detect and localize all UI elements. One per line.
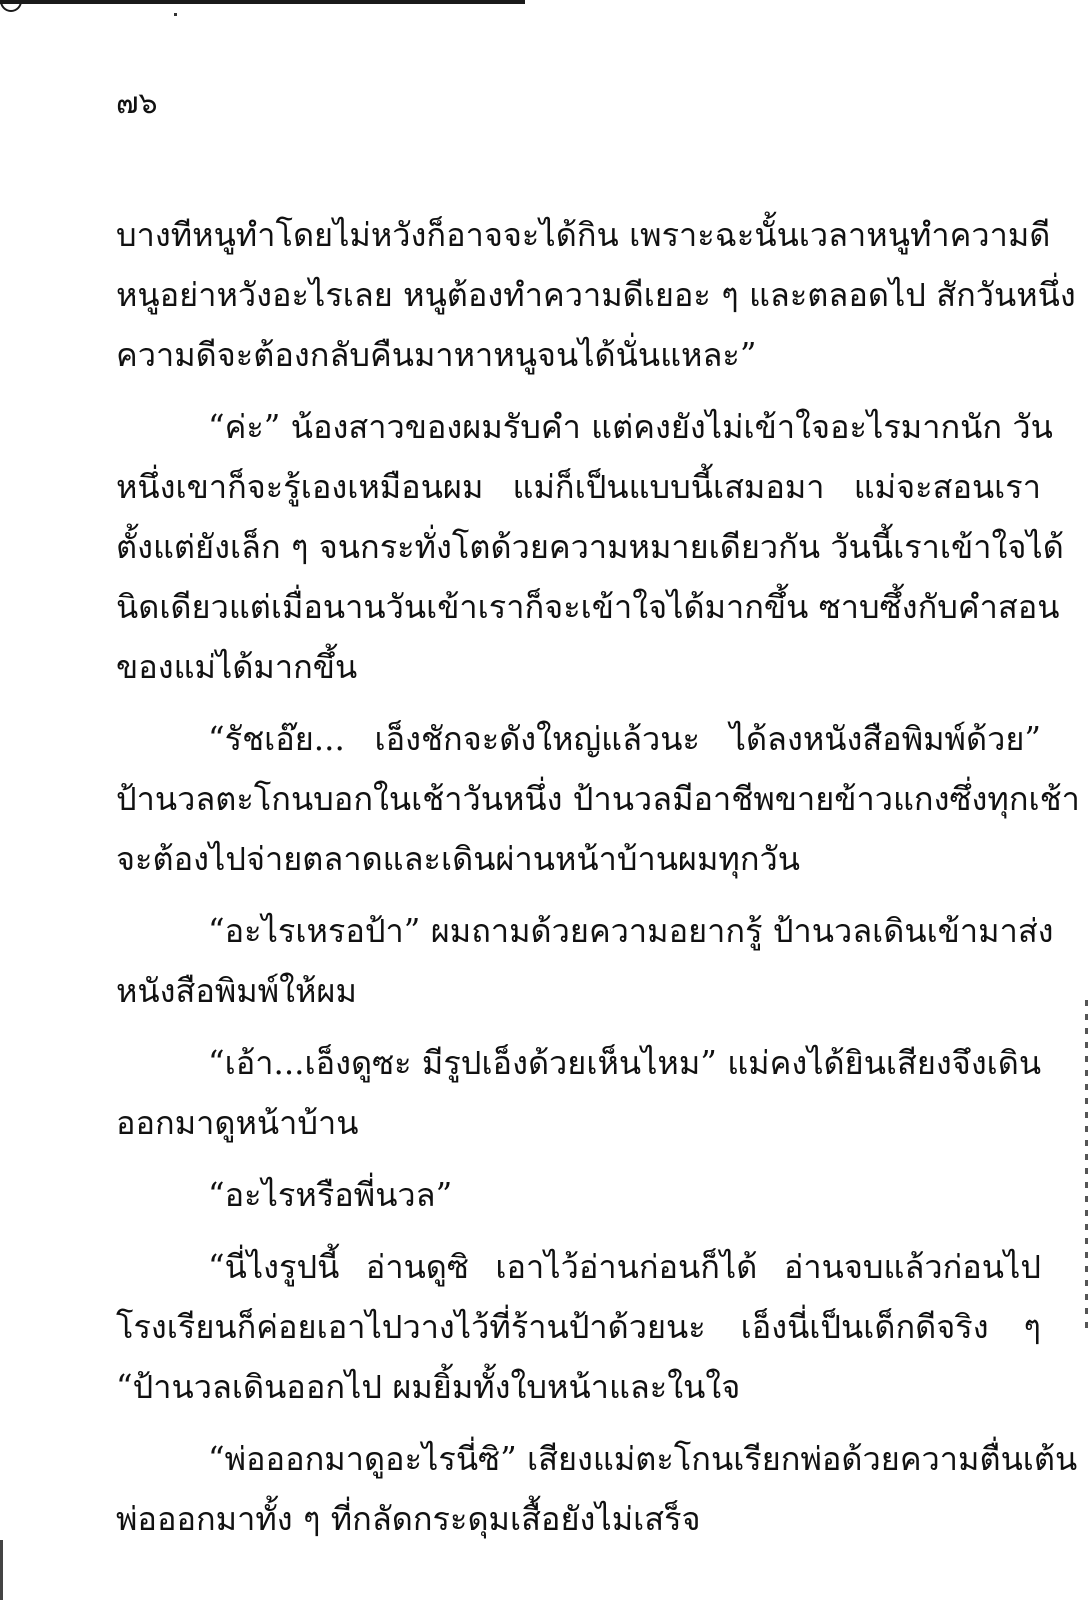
text-line: “ป้านวลเดินออกไป ผมยิ้มทั้งใบหน้าและในใจ <box>116 1368 741 1406</box>
paragraph-gap <box>116 1153 1041 1165</box>
text-line: ของแม่ได้มากขึ้น <box>116 648 358 686</box>
text-line: หนูอย่าหวังอะไรเลย หนูต้องทำความดีเยอะ ๆ และตลอดไป สักวันหนึ่ง <box>116 276 1076 314</box>
paragraph-gap <box>116 889 1041 901</box>
text-line: หนึ่งเขาก็จะรู้เองเหมือนผม แม่ก็เป็นแบบนี้เสมอมา แม่จะสอนเรา <box>116 468 1041 506</box>
paragraph-gap <box>116 385 1041 397</box>
text-line: ตั้งแต่ยังเล็ก ๆ จนกระทั่งโตด้วยความหมายเดียวกัน วันนี้เราเข้าใจได้ <box>116 528 1064 566</box>
text-line: หนังสือพิมพ์ให้ผม <box>116 972 357 1010</box>
text-line: ป้านวลตะโกนบอกในเช้าวันหนึ่ง ป้านวลมีอาชีพขายข้าวแกงซึ่งทุกเช้า <box>116 780 1080 818</box>
text-line: พ่อออกมาทั้ง ๆ ที่กลัดกระดุมเสื้อยังไม่เสร็จ <box>116 1500 701 1538</box>
text-line: โรงเรียนก็ค่อยเอาไปวางไว้ที่ร้านป้าด้วยนะ เอ็งนี่เป็นเด็กดีจริง ๆ <box>116 1308 1041 1346</box>
text-line: “ค่ะ” น้องสาวของผมรับคำ แต่คงยังไม่เข้าใจอะไรมากนัก วัน <box>208 408 1053 446</box>
text-line: “เอ้า...เอ็งดูซะ มีรูปเอ็งด้วยเห็นไหม” แม่คงได้ยินเสียงจึงเดิน <box>208 1044 1042 1082</box>
text-line: จะต้องไปจ่ายตลาดและเดินผ่านหน้าบ้านผมทุกวัน <box>116 840 800 878</box>
text-line: บางทีหนูทำโดยไม่หวังก็อาจจะได้กิน เพราะฉะนั้นเวลาหนูทำความดี <box>116 216 1051 254</box>
text-line: “นี่ไงรูปนี้ อ่านดูซิ เอาไว้อ่านก่อนก็ได้ อ่านจบแล้วก่อนไป <box>208 1248 1041 1286</box>
paragraph-gap <box>116 697 1041 709</box>
text-line: ออกมาดูหน้าบ้าน <box>116 1104 359 1142</box>
text-line: ความดีจะต้องกลับคืนมาหาหนูจนได้นั่นแหละ” <box>116 336 757 374</box>
text-line: “อะไรหรือพี่นวล” <box>208 1176 453 1214</box>
text-line: “รัชเอ๊ย... เอ็งชักจะดังใหญ่แล้วนะ ได้ลงหนังสือพิมพ์ด้วย” <box>208 720 1041 758</box>
text-line: “พ่อออกมาดูอะไรนี่ซิ” เสียงแม่ตะโกนเรียกพ่อด้วยความตื่นเต้น <box>208 1440 1078 1478</box>
paragraph-gap <box>116 1021 1041 1033</box>
text-line: “อะไรเหรอป้า” ผมถามด้วยความอยากรู้ ป้านวลเดินเข้ามาส่ง <box>208 912 1054 950</box>
text-line: นิดเดียวแต่เมื่อนานวันเข้าเราก็จะเข้าใจได้มากขึ้น ซาบซึ้งกับคำสอน <box>116 588 1060 626</box>
scan-top-rule <box>0 0 525 4</box>
registration-mark-icon <box>0 0 22 12</box>
paragraph-gap <box>116 1417 1041 1429</box>
scan-left-edge <box>0 1540 3 1600</box>
paragraph-gap <box>116 1225 1041 1237</box>
page-number: ๗๖ <box>116 86 158 121</box>
body-text <box>116 205 1080 1549</box>
scan-speck <box>174 13 177 16</box>
